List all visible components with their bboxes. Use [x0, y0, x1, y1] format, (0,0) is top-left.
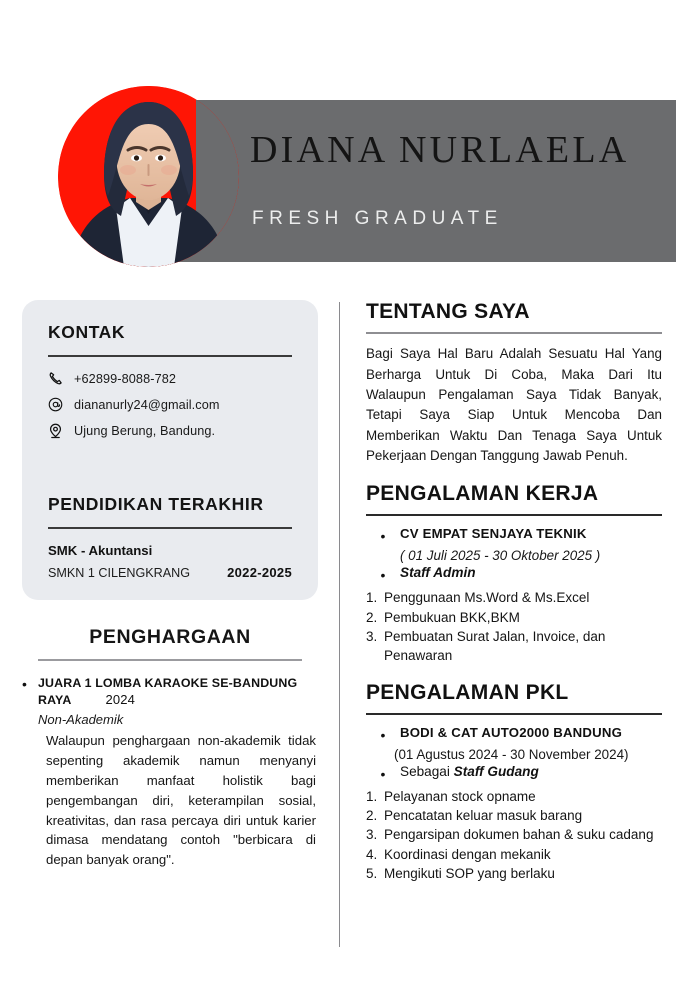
education-rule: [48, 527, 292, 529]
duty-number: 1.: [366, 590, 378, 606]
work-company: CV EMPAT SENJAYA TEKNIK: [400, 526, 587, 542]
education-school: SMKN 1 CILENGKRANG: [48, 566, 191, 580]
profile-photo: [58, 86, 239, 267]
internship-period: (01 Agustus 2024 - 30 November 2024): [394, 747, 629, 763]
duty-text: Pencatatan keluar masuk barang: [384, 808, 583, 824]
email-icon: [48, 397, 74, 412]
internship-section: [366, 681, 662, 883]
about-title: TENTANG SAYA: [366, 300, 530, 323]
internship-title: PENGALAMAN PKL: [366, 681, 569, 705]
duty-number: 3.: [366, 628, 378, 644]
duty-text: Pengarsipan dokumen bahan & suku cadang: [384, 827, 654, 843]
duty-text: Koordinasi dengan mekanik: [384, 846, 551, 862]
award-description: Walaupun penghargaan non-akademik tidak sepenting akademik namun menyanyi memberikan manfaat holistik bagi pengembangan diri, keterampilan sosial, kreativitas, dan rasa percaya diri untuk karier dimasa mendatang contoh "berbicara di depan banyak orang".: [46, 733, 316, 868]
content-columns: [0, 282, 676, 887]
contact-location-value: Ujung Berung, Bandung.: [74, 424, 216, 438]
education-detail-row: [48, 565, 292, 580]
duty-number: 1.: [366, 789, 378, 805]
list-item: [366, 787, 662, 806]
bullet-icon: •: [22, 675, 27, 692]
list-item: [366, 806, 662, 825]
internship-role-wrapper: [400, 764, 539, 785]
award-entry-year: 2024: [105, 692, 135, 708]
list-item: [366, 627, 662, 665]
list-item: [366, 588, 662, 607]
duty-number: 2.: [366, 808, 378, 824]
phone-icon: [48, 371, 74, 386]
contact-row-phone[interactable]: [48, 371, 292, 386]
contact-card: [22, 300, 318, 600]
internship-company: BODI & CAT AUTO2000 BANDUNG: [400, 725, 623, 741]
internship-rule: [366, 713, 662, 715]
contact-row-email[interactable]: [48, 397, 292, 412]
internship-company-row: [366, 725, 662, 746]
internship-role-row: [366, 764, 662, 785]
awards-section: [22, 626, 318, 870]
section-spacer-1: [366, 470, 662, 482]
about-section: [366, 300, 662, 466]
list-item: [366, 864, 662, 883]
contact-title: KONTAK: [48, 322, 126, 342]
duty-number: 2.: [366, 609, 378, 625]
internship-role: Staff Gudang: [453, 764, 539, 780]
about-rule: [366, 332, 662, 334]
contact-email-value: diananurly24@gmail.com: [74, 397, 220, 412]
duty-number: 3.: [366, 827, 378, 843]
contact-rule: [48, 355, 292, 357]
awards-title: PENGHARGAAN: [89, 626, 251, 648]
duty-text: Mengikuti SOP yang berlaku: [384, 865, 555, 881]
duty-text: Pembukuan BKK,BKM: [384, 609, 520, 625]
duty-number: 4.: [366, 846, 378, 862]
award-entry-title: JUARA 1 LOMBA KARAOKE SE-BANDUNG RAYA: [38, 675, 298, 708]
education-years: 2022-2025: [227, 565, 292, 580]
work-role: Staff Admin: [400, 565, 476, 581]
section-spacer-2: [366, 669, 662, 681]
duty-text: Penggunaan Ms.Word & Ms.Excel: [384, 590, 590, 606]
duty-number: 5.: [366, 865, 378, 881]
duty-text: Pembuatan Surat Jalan, Invoice, dan Penawaran: [384, 628, 606, 663]
work-role-row: [366, 565, 662, 586]
page-title: DIANA NURLAELA: [250, 129, 630, 171]
award-category: Non-Akademik: [38, 712, 124, 728]
list-item: [366, 608, 662, 627]
awards-rule: [38, 659, 302, 661]
column-divider: [339, 302, 340, 947]
bullet-icon: •: [380, 567, 386, 584]
work-experience-rule: [366, 514, 662, 516]
left-column: [0, 282, 340, 887]
right-column: [340, 282, 676, 887]
award-entry-title-row: [38, 675, 318, 710]
bullet-icon: •: [380, 766, 386, 783]
location-pin-icon: [48, 423, 74, 439]
cv-header: [0, 0, 676, 282]
work-experience-section: [366, 482, 662, 665]
card-spacer: [48, 450, 292, 494]
internship-role-prefix: Sebagai: [400, 764, 454, 780]
list-item: [366, 845, 662, 864]
internship-duties-list: [366, 787, 662, 883]
work-company-row: [366, 526, 662, 547]
list-item: [366, 825, 662, 844]
contact-row-location[interactable]: [48, 423, 292, 439]
education-degree: SMK - Akuntansi: [48, 543, 153, 558]
bullet-icon: •: [380, 528, 386, 545]
duty-text: Pelayanan stock opname: [384, 789, 536, 805]
header-subtitle: FRESH GRADUATE: [252, 208, 503, 229]
bullet-icon: •: [380, 727, 386, 744]
work-period: ( 01 Juli 2025 - 30 Oktober 2025 ): [400, 548, 601, 564]
work-duties-list: [366, 588, 662, 665]
contact-phone-value: +62899-8088-782: [74, 371, 177, 386]
about-text: Bagi Saya Hal Baru Adalah Sesuatu Hal Yang Berharga Untuk Di Coba, Maka Dari Itu Walaupun Pengalaman Saya Tidak Banyak, Tetapi Saya Siap Untuk Mencoba Dan Memberikan Waktu Dan Tenaga Saya Untuk Pekerjaan Dengan Tanggung Jawab Penuh.: [366, 346, 662, 464]
education-title: PENDIDIKAN TERAKHIR: [48, 494, 264, 514]
work-experience-title: PENGALAMAN KERJA: [366, 482, 599, 506]
award-entry: [22, 675, 318, 710]
